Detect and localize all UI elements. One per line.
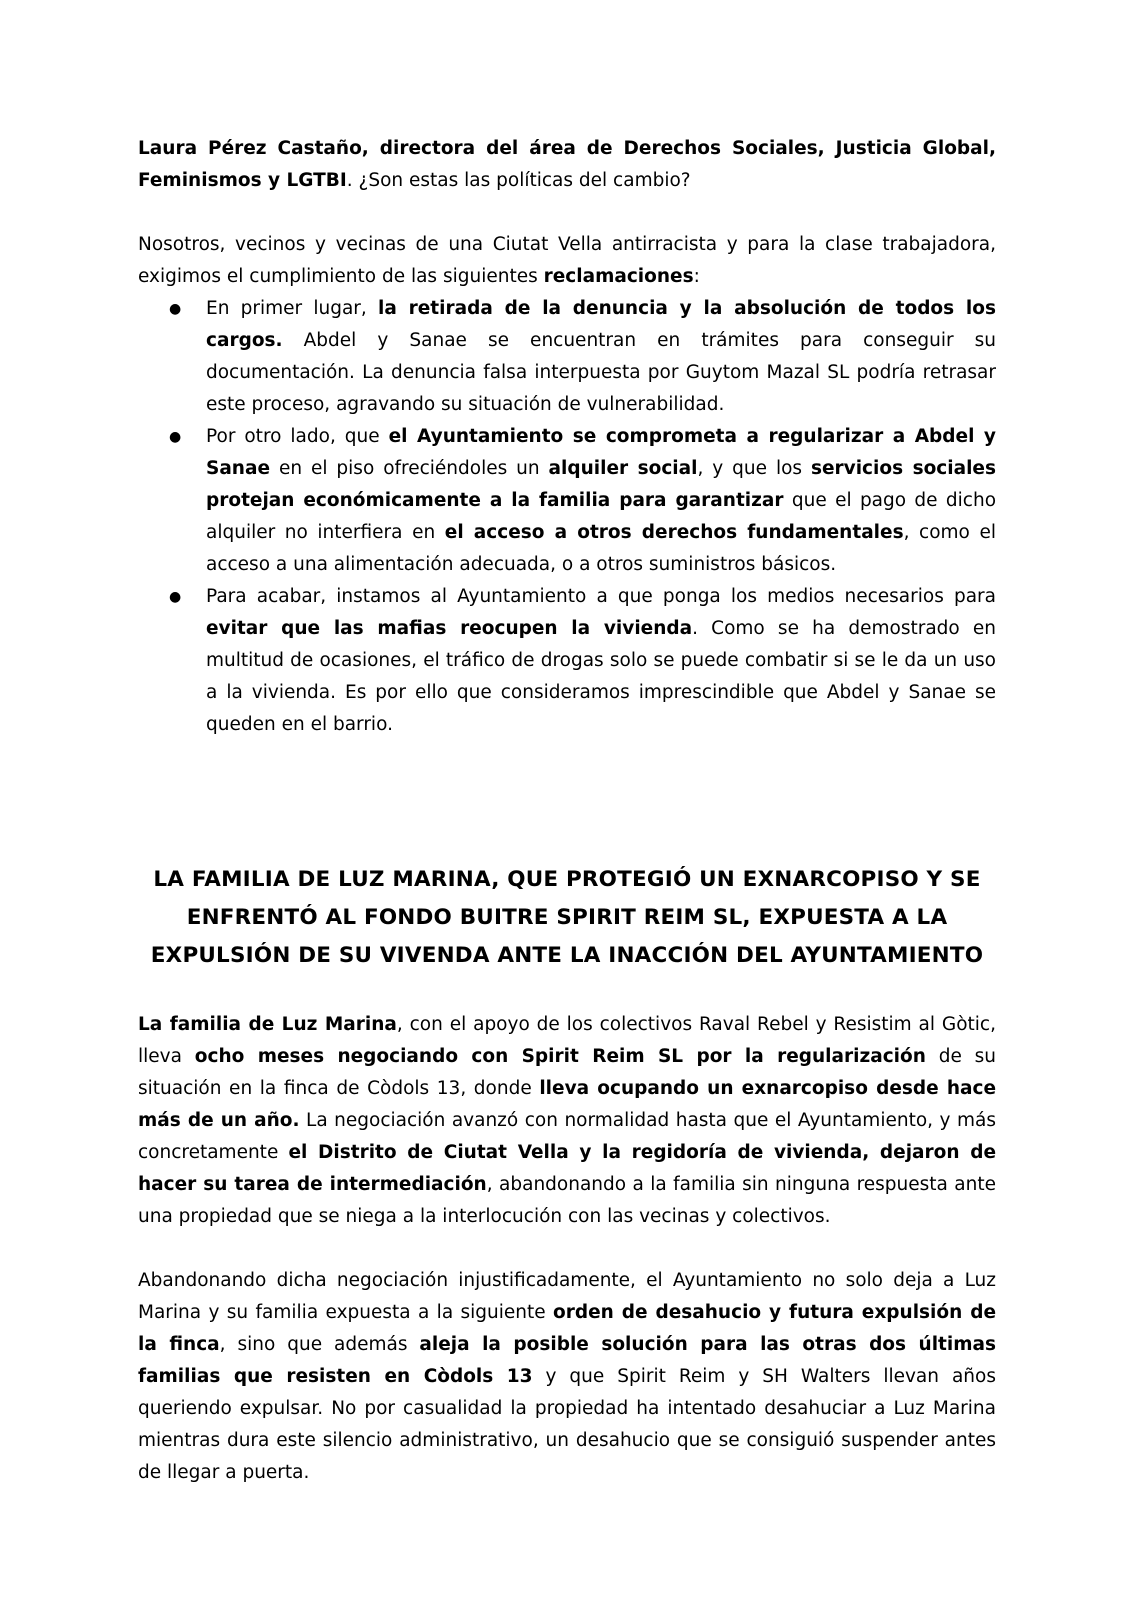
text-span: Abandonando dicha negociación injustificadamente, el Ayuntamiento no solo deja a Luz Marina y su familia expuesta a la siguiente xyxy=(138,1270,996,1323)
text-span: , con el apoyo de los colectivos Raval Rebel y Resistim al Gòtic, lleva xyxy=(138,1014,996,1067)
text-span: de su situación en la finca de Còdols 13, donde xyxy=(138,1046,997,1099)
bold-span: el acceso a otros derechos fundamentales xyxy=(444,522,904,543)
article-paragraph-1 xyxy=(138,1009,996,1233)
demands-intro-colon: : xyxy=(693,266,700,287)
text-span: , sino que además xyxy=(219,1334,420,1355)
text-span: en el piso ofreciéndoles un xyxy=(270,458,549,479)
list-item xyxy=(138,421,996,581)
text-span: Por otro lado, que xyxy=(206,426,389,447)
bold-span: La familia de Luz Marina xyxy=(138,1014,397,1035)
bold-span: evitar que las mafias reocupen la vivienda xyxy=(206,618,693,639)
text-span: La negociación avanzó con normalidad hasta que el Ayuntamiento, y más concretamente xyxy=(138,1110,996,1163)
intro-paragraph xyxy=(138,133,996,197)
text-span: . Como se ha demostrado en multitud de ocasiones, el tráfico de drogas solo se puede combatir si se le da un uso a la vivienda. Es por ello que consideramos imprescindible que Abdel y Sanae se queden en el barrio. xyxy=(206,618,996,735)
text-span: , y que los xyxy=(697,458,811,479)
bold-span: servicios sociales protejan económicamente a la familia para garantizar xyxy=(206,458,996,511)
text-span: y que Spirit Reim y SH Walters llevan años queriendo expulsar. No por casualidad la propiedad ha intentado desahuciar a Luz Marina mientras dura este silencio administrativo, un desahucio que se consiguió suspender antes de llegar a puerta. xyxy=(138,1366,996,1483)
list-item xyxy=(138,581,996,741)
list-item xyxy=(138,293,996,421)
text-span: , como el acceso a una alimentación adecuada, o a otros suministros básicos. xyxy=(206,522,996,575)
text-span: Para acabar, instamos al Ayuntamiento a que ponga los medios necesarios para xyxy=(206,586,996,607)
article-headline: LA FAMILIA DE LUZ MARINA, QUE PROTEGIÓ UN EXNARCOPISO Y SE ENFRENTÓ AL FONDO BUITRE SPIRIT REIM SL, EXPUESTA A LA EXPULSIÓN DE SU VIVENDA ANTE LA INACCIÓN DEL AYUNTAMIENTO xyxy=(150,867,984,968)
bold-span: orden de desahucio y futura expulsión de la finca xyxy=(138,1302,996,1355)
bold-span: lleva ocupando un exnarcopiso desde hace más de un año. xyxy=(138,1078,997,1131)
document-page xyxy=(138,133,996,1489)
bold-span: el Distrito de Ciutat Vella y la regidoría de vivienda, dejaron de hacer su tarea de intermediación xyxy=(138,1142,997,1195)
intro-bold-span: Laura Pérez Castaño, directora del área de Derechos Sociales, Justicia Global, Feminismos y LGTBI xyxy=(138,138,996,191)
article-paragraph-2 xyxy=(138,1265,996,1489)
demands-intro-bold-span: reclamaciones xyxy=(543,266,694,287)
text-span: En primer lugar, xyxy=(206,298,379,319)
bullet-icon: ● xyxy=(169,589,182,605)
bold-span: la retirada de la denuncia y la absolución de todos los cargos. xyxy=(206,298,996,351)
intro-span: . ¿Son estas las políticas del cambio? xyxy=(346,170,691,191)
bold-span: aleja la posible solución para las otras dos últimas familias que resisten en Còdols 13 xyxy=(138,1334,996,1387)
bullet-icon: ● xyxy=(169,301,182,317)
text-span: , abandonando a la familia sin ninguna respuesta ante una propiedad que se niega a la interlocución con las vecinas y colectivos. xyxy=(138,1174,996,1227)
demands-intro-span: Nosotros, vecinos y vecinas de una Ciutat Vella antirracista y para la clase trabajadora, exigimos el cumplimiento de las siguientes xyxy=(138,234,996,287)
bullet-icon: ● xyxy=(169,429,182,445)
demands-intro-paragraph xyxy=(138,229,996,293)
demands-list xyxy=(138,293,996,741)
text-span: que el pago de dicho alquiler no interfiera en xyxy=(206,490,997,543)
bold-span: el Ayuntamiento se comprometa a regularizar a Abdel y Sanae xyxy=(206,426,996,479)
bold-span: ocho meses negociando con Spirit Reim SL por la regularización xyxy=(194,1046,926,1067)
text-span: Abdel y Sanae se encuentran en trámites para conseguir su documentación. La denuncia falsa interpuesta por Guytom Mazal SL podría retrasar este proceso, agravando su situación de vulnerabilidad. xyxy=(206,330,996,415)
bold-span: alquiler social xyxy=(548,458,698,479)
